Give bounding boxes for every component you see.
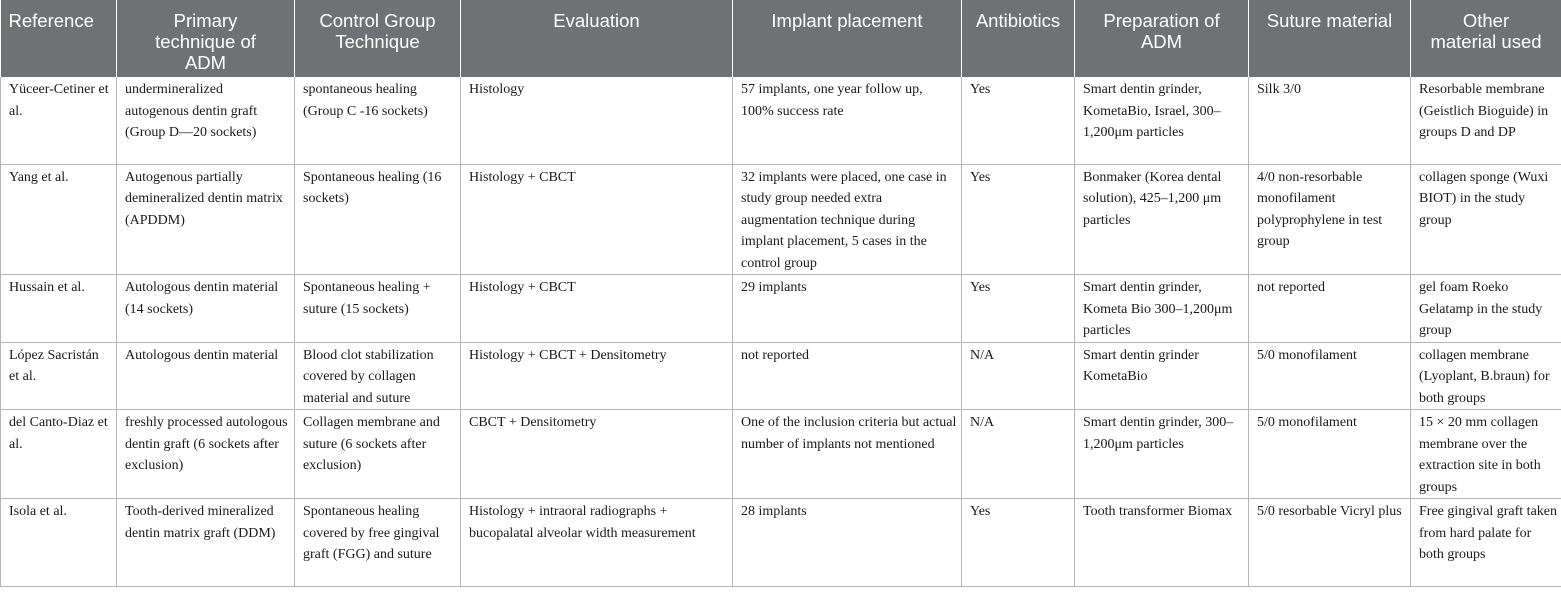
cell-reference: Yüceer-Cetiner et al. <box>1 77 117 164</box>
cell-evaluation: Histology <box>461 77 733 164</box>
cell-primary-technique: Autogenous partially demineralized dentin matrix (APDDM) <box>117 164 295 275</box>
cell-antibiotics: Yes <box>962 275 1075 343</box>
cell-reference: Isola et al. <box>1 499 117 587</box>
header-row <box>1 0 1561 77</box>
cell-primary-technique: Tooth-derived mineralized dentin matrix graft (DDM) <box>117 499 295 587</box>
cell-preparation: Smart dentin grinder, KometaBio, Israel, 300–1,200μm particles <box>1075 77 1249 164</box>
cell-antibiotics: Yes <box>962 164 1075 275</box>
cell-primary-technique: undermineralized autogenous dentin graft (Group D—20 sockets) <box>117 77 295 164</box>
cell-preparation: Bonmaker (Korea dental solution), 425–1,200 μm particles <box>1075 164 1249 275</box>
cell-other-material: collagen sponge (Wuxi BIOT) in the study group <box>1411 164 1561 275</box>
cell-control-technique: Spontaneous healing (16 sockets) <box>295 164 461 275</box>
header-antibiotics: Antibiotics <box>962 0 1075 77</box>
cell-evaluation: Histology + CBCT + Densitometry <box>461 342 733 410</box>
cell-implant-placement: 32 implants were placed, one case in study group needed extra augmentation technique during implant placement, 5 cases in the control group <box>733 164 962 275</box>
cell-antibiotics: N/A <box>962 410 1075 499</box>
cell-preparation: Tooth transformer Biomax <box>1075 499 1249 587</box>
cell-other-material: collagen membrane (Lyoplant, B.braun) for both groups <box>1411 342 1561 410</box>
cell-primary-technique: Autologous dentin material <box>117 342 295 410</box>
cell-reference: Yang et al. <box>1 164 117 275</box>
header-implant-placement: Implant placement <box>733 0 962 77</box>
cell-evaluation: CBCT + Densitometry <box>461 410 733 499</box>
header-evaluation: Evaluation <box>461 0 733 77</box>
table-row <box>1 77 1561 164</box>
cell-implant-placement: 29 implants <box>733 275 962 343</box>
header-other-material: Other material used <box>1411 0 1561 77</box>
cell-reference: López Sacristán et al. <box>1 342 117 410</box>
cell-implant-placement: not reported <box>733 342 962 410</box>
cell-control-technique: Spontaneous healing covered by free gingival graft (FGG) and suture <box>295 499 461 587</box>
table-row <box>1 410 1561 499</box>
cell-preparation: Smart dentin grinder, Kometa Bio 300–1,200μm particles <box>1075 275 1249 343</box>
cell-suture-material: 4/0 non-resorbable monofilament polyprophylene in test group <box>1249 164 1411 275</box>
cell-evaluation: Histology + intraoral radiographs + bucopalatal alveolar width measurement <box>461 499 733 587</box>
cell-preparation: Smart dentin grinder KometaBio <box>1075 342 1249 410</box>
cell-control-technique: Collagen membrane and suture (6 sockets after exclusion) <box>295 410 461 499</box>
cell-control-technique: Blood clot stabilization covered by collagen material and suture <box>295 342 461 410</box>
cell-control-technique: Spontaneous healing + suture (15 sockets) <box>295 275 461 343</box>
cell-suture-material: Silk 3/0 <box>1249 77 1411 164</box>
header-primary-technique: Primary technique of ADM <box>117 0 295 77</box>
table-row <box>1 275 1561 343</box>
cell-implant-placement: One of the inclusion criteria but actual number of implants not mentioned <box>733 410 962 499</box>
cell-implant-placement: 57 implants, one year follow up, 100% success rate <box>733 77 962 164</box>
cell-other-material: gel foam Roeko Gelatamp in the study group <box>1411 275 1561 343</box>
cell-suture-material: 5/0 monofilament <box>1249 410 1411 499</box>
cell-other-material: Resorbable membrane (Geistlich Bioguide) in groups D and DP <box>1411 77 1561 164</box>
header-reference: Reference <box>1 0 117 77</box>
table-row <box>1 164 1561 275</box>
cell-suture-material: 5/0 resorbable Vicryl plus <box>1249 499 1411 587</box>
cell-primary-technique: Autologous dentin material (14 sockets) <box>117 275 295 343</box>
header-preparation-of-adm: Preparation of ADM <box>1075 0 1249 77</box>
cell-control-technique: spontaneous healing (Group C -16 sockets) <box>295 77 461 164</box>
cell-other-material: 15 × 20 mm collagen membrane over the extraction site in both groups <box>1411 410 1561 499</box>
cell-suture-material: not reported <box>1249 275 1411 343</box>
header-control-group-technique: Control Group Technique <box>295 0 461 77</box>
cell-primary-technique: freshly processed autologous dentin graft (6 sockets after exclusion) <box>117 410 295 499</box>
cell-evaluation: Histology + CBCT <box>461 164 733 275</box>
cell-other-material: Free gingival graft taken from hard palate for both groups <box>1411 499 1561 587</box>
cell-antibiotics: N/A <box>962 342 1075 410</box>
cell-suture-material: 5/0 monofilament <box>1249 342 1411 410</box>
cell-preparation: Smart dentin grinder, 300–1,200μm particles <box>1075 410 1249 499</box>
cell-antibiotics: Yes <box>962 499 1075 587</box>
cell-evaluation: Histology + CBCT <box>461 275 733 343</box>
header-suture-material: Suture material <box>1249 0 1411 77</box>
table-row <box>1 342 1561 410</box>
cell-implant-placement: 28 implants <box>733 499 962 587</box>
table-row <box>1 499 1561 587</box>
cell-reference: Hussain et al. <box>1 275 117 343</box>
cell-antibiotics: Yes <box>962 77 1075 164</box>
cell-reference: del Canto-Diaz et al. <box>1 410 117 499</box>
